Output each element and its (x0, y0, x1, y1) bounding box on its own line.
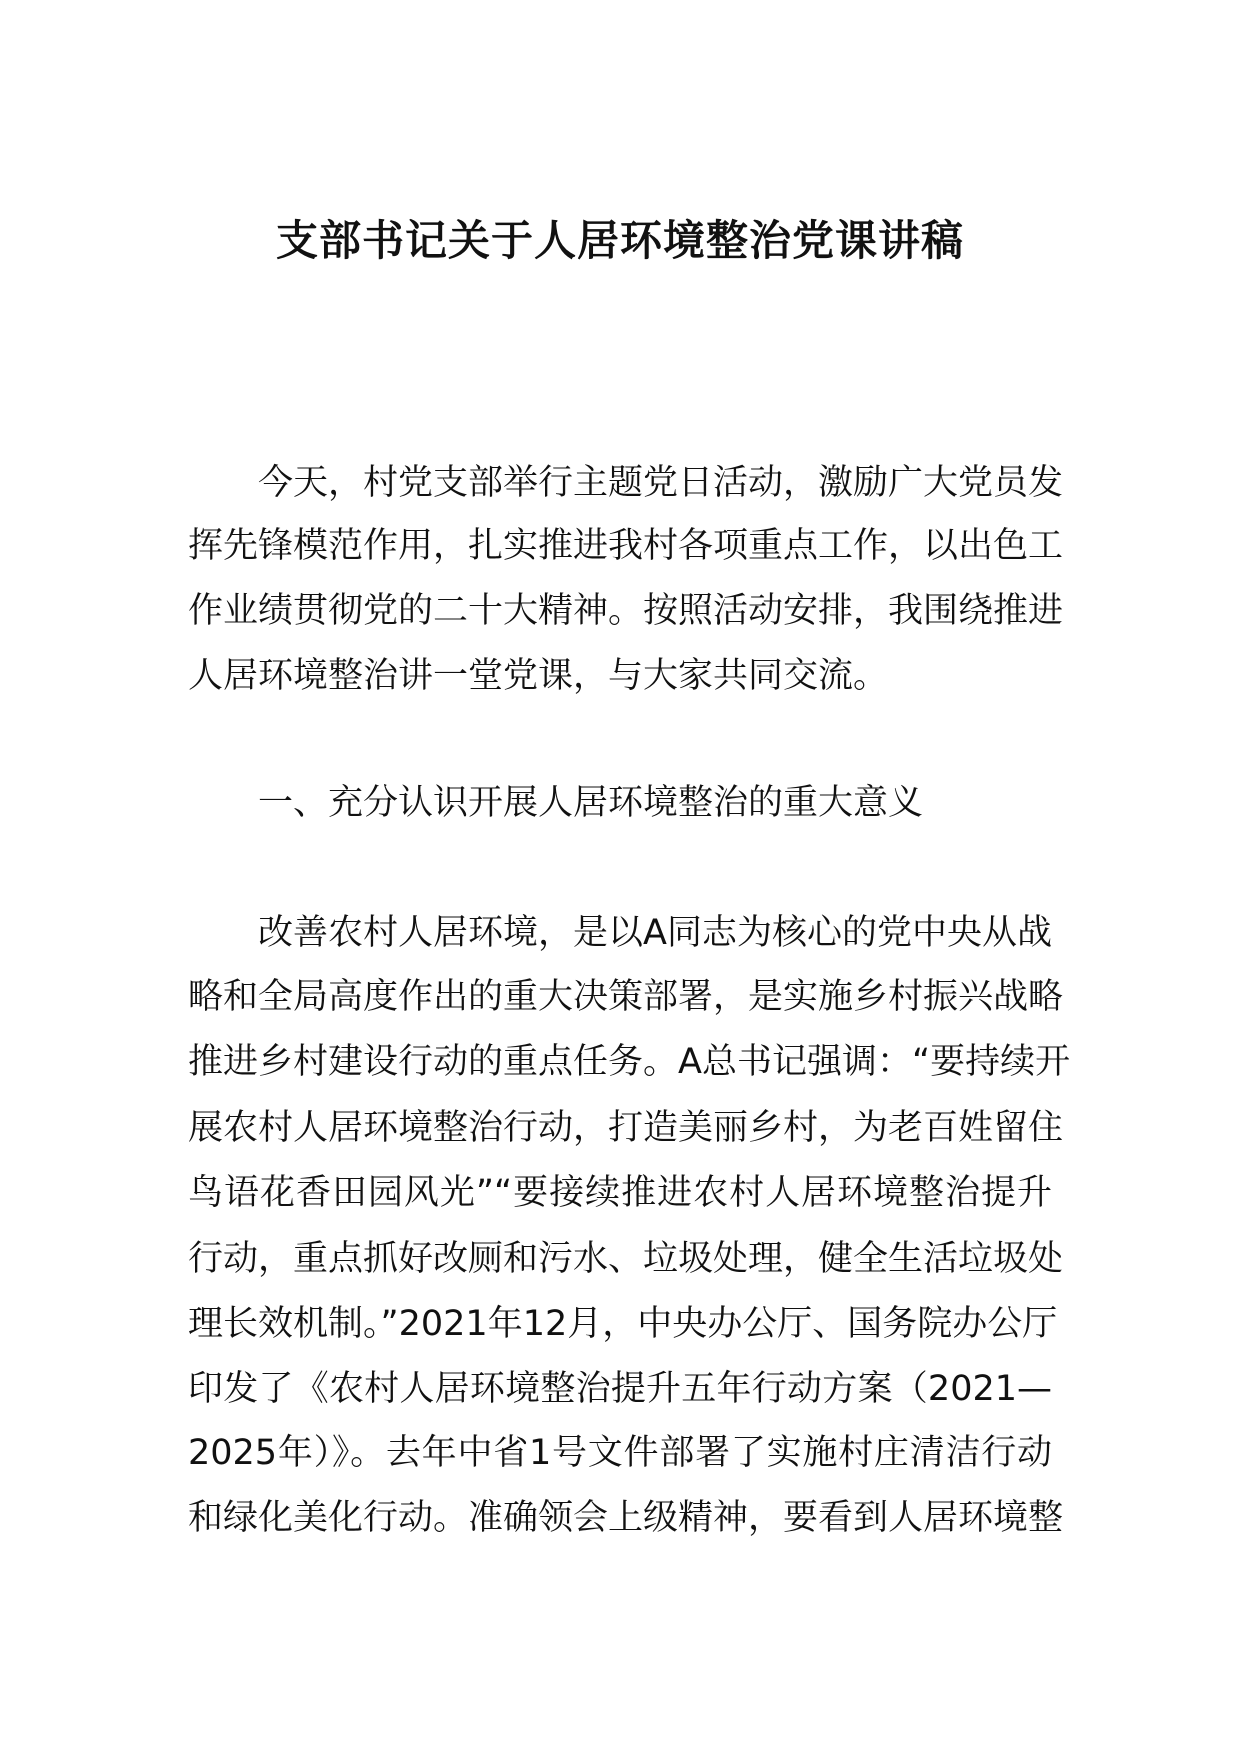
paragraph-2-line: 理长效机制。”2021年12月，中央办公厅、国务院办公厅 (188, 1304, 1058, 1344)
paragraph-2-line: 展农村人居环境整治行动，打造美丽乡村，为老百姓留住 (188, 1108, 1064, 1148)
paragraph-2-line: 印发了《农村人居环境整治提升五年行动方案（2021— (188, 1369, 1052, 1409)
paragraph-1-line: 作业绩贯彻党的二十大精神。按照活动安排，我围绕推进 (188, 591, 1064, 631)
paragraph-1-line: 今天，村党支部举行主题党日活动，激励广大党员发 (258, 463, 1064, 503)
paragraph-1-line: 人居环境整治讲一堂党课，与大家共同交流。 (188, 656, 889, 696)
document-title: 支部书记关于人居环境整治党课讲稿 (275, 216, 964, 265)
paragraph-2-line: 行动，重点抓好改厕和污水、垃圾处理，健全生活垃圾处 (188, 1239, 1064, 1279)
paragraph-2-line: 推进乡村建设行动的重点任务。A总书记强调：“要持续开 (188, 1042, 1071, 1082)
paragraph-2-line: 改善农村人居环境，是以A同志为核心的党中央从战 (258, 913, 1052, 953)
paragraph-1-line: 挥先锋模范作用，扎实推进我村各项重点工作，以出色工 (188, 526, 1064, 566)
section-heading: 一、充分认识开展人居环境整治的重大意义 (258, 783, 924, 823)
paragraph-2-line: 鸟语花香田园风光”“要接续推进农村人居环境整治提升 (188, 1173, 1052, 1213)
paragraph-2-line: 略和全局高度作出的重大决策部署，是实施乡村振兴战略 (188, 977, 1064, 1017)
paragraph-2-line: 和绿化美化行动。准确领会上级精神，要看到人居环境整 (188, 1498, 1064, 1538)
paragraph-2-line: 2025年）》。去年中省1号文件部署了实施村庄清洁行动 (188, 1433, 1052, 1473)
